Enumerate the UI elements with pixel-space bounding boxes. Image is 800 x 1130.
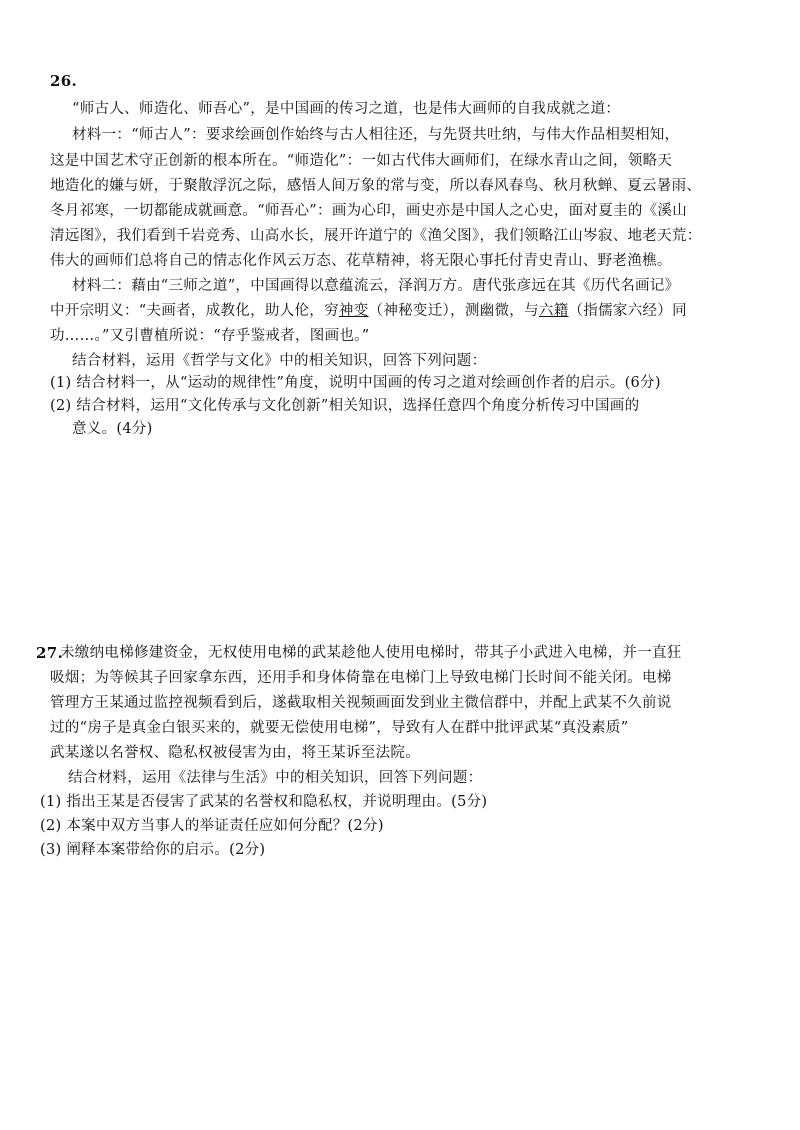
material-1-line: 冬月祁寒，一切都能成就画意。“师吾心”：画为心印，画史亦是中国人之心史，面对夏圭的《溪山 [50, 203, 688, 219]
question-27-sub-1: (1) 指出王某是否侵害了武某的名誉权和隐私权，并说明理由。(5分) [40, 794, 488, 810]
material-2-line: 功……。”又引曹植所说：“存乎鉴戒者，图画也。” [50, 328, 370, 344]
underlined-term: 六籍 [538, 303, 569, 319]
question-27-sub-3: (3) 阐释本案带给你的启示。(2分) [40, 842, 266, 858]
material-2-line: 材料二：藉由“三师之道”，中国画得以意蕴流云，泽润万方。唐代张彦远在其《历代名画记》 [72, 278, 680, 294]
question-26-sub-1: (1) 结合材料一，从“运动的规律性”角度，说明中国画的传习之道对绘画创作者的启示。(6分) [50, 375, 661, 391]
material-2-text: （指儒家六经）同 [568, 303, 687, 319]
material-1-line: 伟大的画师们总将自己的情志化作风云万态、花草精神，将无限心事托付青史青山、野老渔樵。 [50, 253, 672, 269]
material-1-line: 清远图》，我们看到千岩竞秀、山高水长，展开许道宁的《渔父图》，我们领略江山岑寂、地老天荒： [50, 228, 702, 244]
question-26-intro: “师古人、师造化、师吾心”，是中国画的传习之道，也是伟大画师的自我成就之道： [72, 101, 621, 117]
question-26-sub-2: (2) 结合材料，运用“文化传承与文化创新”相关知识，选择任意四个角度分析传习中国画的 [50, 398, 640, 414]
material-1-line: 这是中国艺术守正创新的根本所在。“师造化”：一如古代伟大画师们，在绿水青山之间，领略天 [50, 153, 673, 169]
question-27-sub-2: (2) 本案中双方当事人的举证责任应如何分配？(2分) [40, 818, 384, 834]
material-2-text: （神秘变迁），测幽微，与 [368, 303, 539, 319]
question-27-paragraph-line: 过的“房子是真金白银买来的，就要无偿使用电梯”，导致有人在群中批评武某“真没素质” [50, 720, 629, 736]
material-2-line [50, 300, 687, 322]
question-27-instruction: 结合材料，运用《法律与生活》中的相关知识，回答下列问题： [68, 770, 483, 786]
question-27-paragraph-line: 吸烟；为等候其子回家拿东西，还用手和身体倚靠在电梯门上导致电梯门长时间不能关闭。电梯 [50, 670, 672, 686]
question-26-sub-2-cont: 意义。(4分) [72, 421, 153, 437]
question-27-paragraph-line: 管理方王某通过监控视频看到后，遂截取相关视频画面发到业主微信群中，并配上武某不久前说 [50, 695, 672, 711]
underlined-term: 神变 [338, 303, 369, 319]
material-1-line: 地造化的嫌与妍，于聚散浮沉之际，感悟人间万象的常与变，所以春风春鸟、秋月秋蝉、夏云暑雨、 [50, 178, 702, 194]
material-2-text: 中开宗明义：“夫画者，成教化，助人伦，穷 [50, 303, 339, 319]
question-27-number: 27. [36, 644, 63, 662]
question-26-instruction: 结合材料，运用《哲学与文化》中的相关知识，回答下列问题： [72, 353, 487, 369]
question-26-number: 26. [50, 72, 77, 90]
question-27-paragraph-line: 武某遂以名誉权、隐私权被侵害为由，将王某诉至法院。 [50, 745, 420, 761]
question-27-paragraph-line: 未缴纳电梯修建资金，无权使用电梯的武某趁他人使用电梯时，带其子小武进入电梯，并一直狂 [60, 645, 682, 661]
material-1-line: 材料一：“师古人”：要求绘画创作始终与古人相往还，与先贤共吐纳，与伟大作品相契相知， [72, 127, 680, 143]
